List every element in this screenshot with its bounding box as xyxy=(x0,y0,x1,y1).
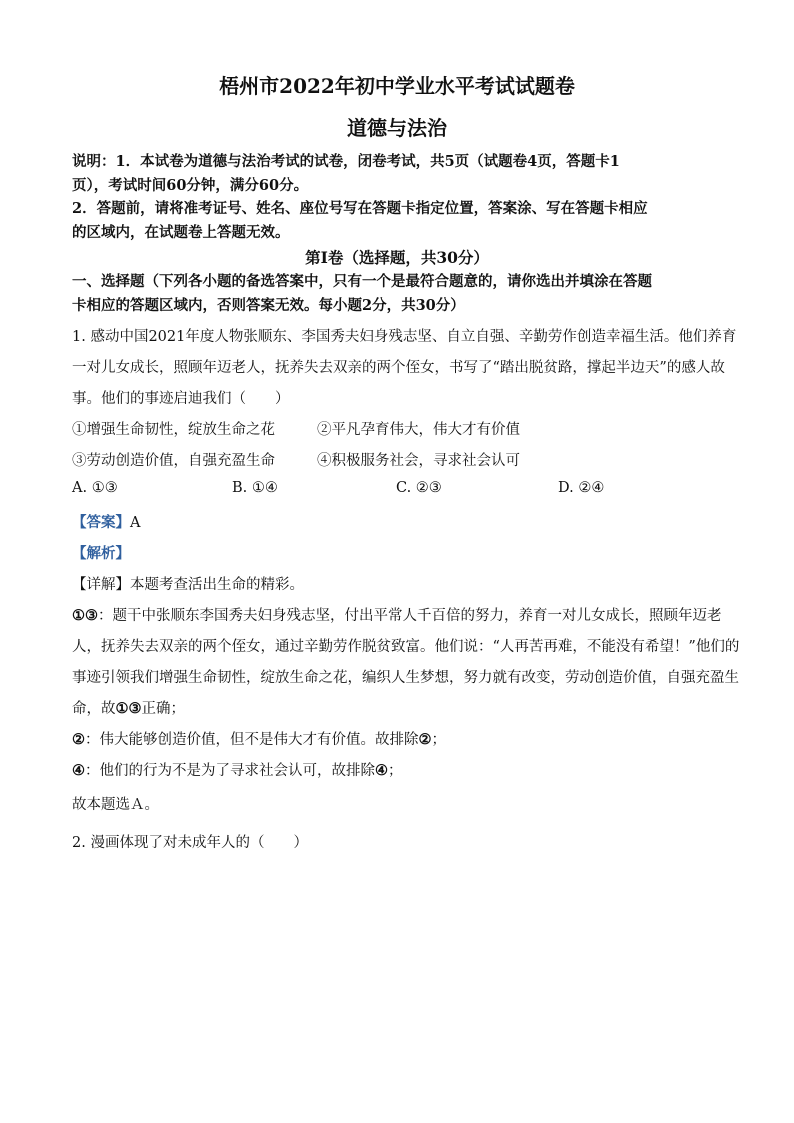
q1-choice-c: C. ②③ xyxy=(396,480,442,496)
explanation-text: ：伟大能够创造价值，但不是伟大才有价值。故排除 xyxy=(85,732,419,748)
q2-stem: 2. 漫画体现了对未成年人的（ ） xyxy=(72,835,308,851)
q1-choice-d: D. ②④ xyxy=(558,480,605,496)
explanation-mark: ④ xyxy=(375,762,388,779)
q1-explanation-1a xyxy=(72,604,722,625)
q1-choice-a: A. ①③ xyxy=(72,480,118,496)
notes-line-2: 页），考试时间60分钟，满分60分。 xyxy=(72,177,309,194)
explanation-text: ； xyxy=(388,763,403,779)
analysis-label: 【解析】 xyxy=(72,545,130,562)
q1-choice-b: B. ①④ xyxy=(232,480,278,496)
notes-line-1: 说明：1．本试卷为道德与法治考试的试卷，闭卷考试，共5页（试题卷4页，答题卡1 xyxy=(72,153,620,170)
q1-detail: 【详解】本题考查活出生命的精彩。 xyxy=(72,577,304,593)
section-instr-1: 一、选择题（下列各小题的备选答案中，只有一个是最符合题意的，请你选出并填涂在答题 xyxy=(72,273,652,290)
explanation-text: 命，故 xyxy=(72,701,116,717)
exam-title: 梧州市2022年初中学业水平考试试题卷 xyxy=(219,74,575,98)
q1-stem-2: 一对儿女成长，照顾年迈老人，抚养失去双亲的两个侄女，书写了“踏出脱贫路，撑起半边天”的感人故 xyxy=(72,360,725,376)
explanation-text: ：题干中张顺东李国秀夫妇身残志坚，付出平常人千百倍的努力，养育一对儿女成长，照顾年迈老 xyxy=(98,608,722,624)
answer-label: 【答案】 xyxy=(72,514,130,531)
q1-explanation-1b: 人，抚养失去双亲的两个侄女，通过辛勤劳作脱贫致富。他们说：“人再苦再难，不能没有希望！”他们的 xyxy=(72,639,740,655)
q1-answer-row xyxy=(72,511,140,532)
explanation-mark: ② xyxy=(72,731,85,748)
explanation-text: ； xyxy=(431,732,446,748)
explanation-text: ：他们的行为不是为了寻求社会认可，故排除 xyxy=(85,763,375,779)
q1-explanation-2 xyxy=(72,728,446,749)
explanation-mark: ①③ xyxy=(72,607,98,624)
q1-conclusion: 故本题选Ａ。 xyxy=(72,797,159,813)
explanation-text: 正确； xyxy=(141,701,185,717)
q1-item-1: ①增强生命韧性，绽放生命之花 xyxy=(72,422,275,438)
q1-analysis-row xyxy=(72,542,130,563)
q1-explanation-1d xyxy=(72,697,185,718)
section-title: 第Ⅰ卷（选择题，共30分） xyxy=(305,248,489,267)
q1-item-3: ③劳动创造价值，自强充盈生命 xyxy=(72,453,275,469)
notes-line-4: 的区域内，在试题卷上答题无效。 xyxy=(72,224,290,241)
q1-explanation-3 xyxy=(72,759,403,780)
notes-line-3: 2．答题前，请将准考证号、姓名、座位号写在答题卡指定位置，答案涂、写在答题卡相应 xyxy=(72,200,648,217)
answer-value: A xyxy=(130,515,141,531)
explanation-mark: ①③ xyxy=(115,700,142,717)
q1-item-4: ④积极服务社会，寻求社会认可 xyxy=(317,453,520,469)
q1-item-2: ②平凡孕育伟大，伟大才有价值 xyxy=(317,422,520,438)
q1-explanation-1c: 事迹引领我们增强生命韧性，绽放生命之花，编织人生梦想，努力就有改变，劳动创造价值，自强充盈生 xyxy=(72,670,739,686)
q1-stem-3: 事。他们的事迹启迪我们（ ） xyxy=(72,391,290,407)
subject-title: 道德与法治 xyxy=(347,116,447,140)
explanation-mark: ④ xyxy=(72,762,85,779)
q1-stem-1: 1. 感动中国2021年度人物张顺东、李国秀夫妇身残志坚、自立自强、辛勤劳作创造幸福生活。他们养育 xyxy=(72,329,737,345)
section-instr-2: 卡相应的答题区域内，否则答案无效。每小题2分，共30分） xyxy=(72,297,465,314)
explanation-mark: ② xyxy=(418,731,432,748)
